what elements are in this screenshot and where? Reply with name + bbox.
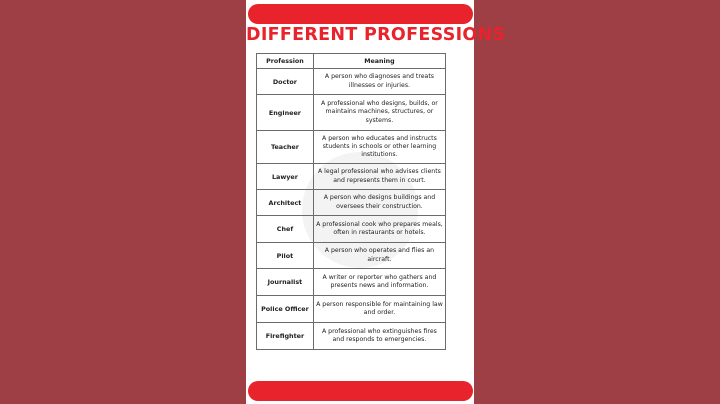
table-row [257,164,446,190]
meaning-cell: A person who designs buildings and oversees their construction. [313,190,445,216]
profession-cell: Engineer [257,95,314,131]
table-row [257,95,446,131]
bottom-red-bar [248,381,473,401]
page-title: DIFFERENT PROFESSIONS [246,25,506,45]
meaning-cell: A professional who designs, builds, or maintains machines, structures, or systems. [313,95,445,131]
meaning-cell: A person who operates and flies an aircraft. [313,243,445,269]
meaning-cell: A person responsible for maintaining law and order. [313,296,445,323]
table-row [257,131,446,164]
professions-table [256,53,446,350]
meaning-cell: A writer or reporter who gathers and presents news and information. [313,269,445,296]
table-row [257,216,446,243]
table-row [257,323,446,350]
profession-cell: Chef [257,216,314,243]
profession-cell: Teacher [257,131,314,164]
top-red-bar [248,4,473,24]
profession-cell: Architect [257,190,314,216]
meaning-cell: A professional who extinguishes fires and responds to emergencies. [313,323,445,350]
profession-cell: Police Officer [257,296,314,323]
meaning-cell: A legal professional who advises clients and represents them in court. [313,164,445,190]
table-row [257,69,446,95]
table-row [257,190,446,216]
profession-cell: Doctor [257,69,314,95]
meaning-cell: A person who diagnoses and treats illnesses or injuries. [313,69,445,95]
meaning-cell: A professional cook who prepares meals, often in restaurants or hotels. [313,216,445,243]
header-profession: Profession [257,54,314,69]
table-header-row [257,54,446,69]
table-row [257,296,446,323]
table-row [257,269,446,296]
profession-cell: Pilot [257,243,314,269]
table-row [257,243,446,269]
profession-cell: Journalist [257,269,314,296]
profession-cell: Lawyer [257,164,314,190]
profession-cell: Firefighter [257,323,314,350]
header-meaning: Meaning [313,54,445,69]
meaning-cell: A person who educates and instructs students in schools or other learning institutions. [313,131,445,164]
